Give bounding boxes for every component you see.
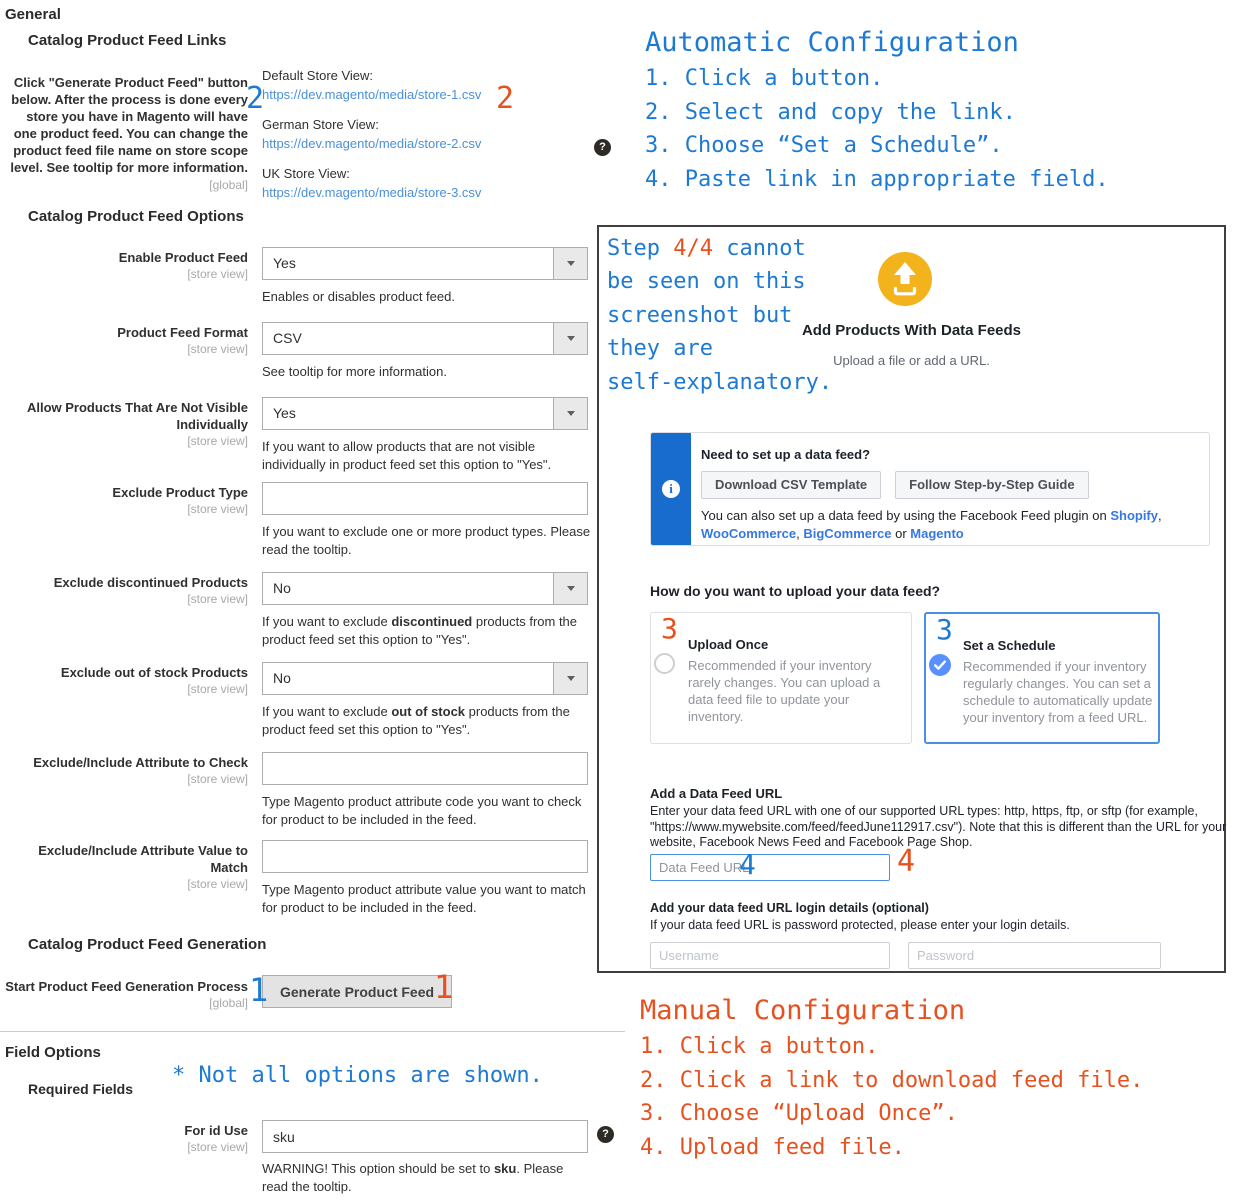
annotation-step: 4. Paste link in appropriate field. bbox=[645, 166, 1109, 192]
login-section-desc: If your data feed URL is password protected, please enter your login details. bbox=[650, 918, 1070, 932]
step-note-line: they are bbox=[607, 336, 713, 362]
upload-question: How do you want to upload your data feed? bbox=[650, 583, 941, 599]
generate-product-feed-button[interactable]: Generate Product Feed bbox=[262, 975, 452, 1008]
field-label: Product Feed Format [store view] bbox=[117, 325, 248, 356]
field-note: See tooltip for more information. bbox=[262, 364, 447, 379]
options-section-heading: Catalog Product Feed Options bbox=[28, 208, 244, 225]
links-field-label bbox=[0, 74, 248, 193]
step-note-line: Step 4/4 cannot bbox=[607, 236, 806, 261]
exclude-include-attribute-to-check-input[interactable] bbox=[262, 752, 588, 785]
annotation-step: 2. Click a link to download feed file. bbox=[640, 1067, 1144, 1093]
store-links bbox=[262, 66, 602, 213]
annotation-step: 4. Upload feed file. bbox=[640, 1134, 905, 1160]
step-note-line: self-explanatory. bbox=[607, 369, 833, 395]
shopify-link[interactable]: Shopify bbox=[1110, 508, 1158, 523]
general-heading: General bbox=[5, 6, 61, 23]
selected-check-icon bbox=[929, 654, 951, 676]
annotation-marker-4: 4 bbox=[897, 844, 916, 879]
generation-section-heading: Catalog Product Feed Generation bbox=[28, 936, 267, 953]
store-feed-link[interactable]: https://dev.magento/media/store-2.csv bbox=[262, 136, 482, 151]
field-label: Exclude/Include Attribute to Check [store view] bbox=[33, 755, 248, 786]
card-title: Set a Schedule bbox=[963, 638, 1056, 653]
automatic-configuration-steps bbox=[645, 62, 1109, 196]
links-scope: [global] bbox=[209, 178, 248, 192]
woocommerce-link[interactable]: WooCommerce bbox=[701, 525, 797, 541]
field-note: If you want to exclude one or more product types. Please read the tooltip. bbox=[262, 524, 591, 557]
generation-label-text: Start Product Feed Generation Process bbox=[5, 979, 248, 994]
dialog-title: Add Products With Data Feeds bbox=[801, 322, 1022, 339]
annotation-marker-2: 2 bbox=[246, 81, 265, 116]
options-note-annotation: * Not all options are shown. bbox=[172, 1063, 543, 1088]
download-csv-template-button[interactable]: Download CSV Template bbox=[701, 471, 881, 499]
manual-configuration-title: Manual Configuration bbox=[640, 995, 966, 1026]
links-section-heading: Catalog Product Feed Links bbox=[28, 32, 227, 49]
set-a-schedule-card[interactable] bbox=[924, 612, 1160, 744]
generation-field-label bbox=[5, 978, 248, 1011]
enable-product-feed-select[interactable] bbox=[262, 247, 588, 280]
step-note-annotation bbox=[607, 232, 832, 399]
store-view-name: German Store View: bbox=[262, 117, 379, 132]
annotation-marker-3: 3 bbox=[661, 612, 678, 645]
manual-configuration-steps bbox=[640, 1030, 1143, 1164]
store-view-name: UK Store View: bbox=[262, 166, 350, 181]
field-note: If you want to exclude discontinued products from the product feed set this option to "Yes". bbox=[262, 614, 578, 647]
plugin-text: You can also set up a data feed by using the Facebook Feed plugin on Shopify, WooCommerce, BigCommerce or Magento bbox=[701, 508, 1162, 541]
chevron-down-icon bbox=[553, 323, 587, 354]
store-link-group bbox=[262, 115, 602, 153]
chevron-down-icon bbox=[553, 663, 587, 694]
select-value: No bbox=[273, 670, 291, 686]
select-value: Yes bbox=[273, 255, 296, 271]
info-question: Need to set up a data feed? bbox=[701, 447, 871, 462]
for-id-label-text: For id Use bbox=[184, 1123, 248, 1138]
product-feed-format-select[interactable] bbox=[262, 322, 588, 355]
username-input[interactable] bbox=[650, 942, 890, 969]
step-note-line: be seen on this bbox=[607, 269, 806, 295]
help-icon[interactable]: ? bbox=[597, 1126, 614, 1143]
info-strip bbox=[651, 433, 691, 545]
card-desc: Recommended if your inventory regularly changes. You can set a schedule to automatically update your inventory from a feed URL. bbox=[963, 659, 1153, 725]
field-label: Exclude out of stock Products [store view] bbox=[60, 665, 248, 696]
annotation-marker-1: 1 bbox=[249, 971, 269, 1009]
url-section-heading: Add a Data Feed URL bbox=[650, 786, 783, 801]
chevron-down-icon bbox=[553, 573, 587, 604]
login-section-heading: Add your data feed URL login details (optional) bbox=[650, 901, 929, 915]
exclude-discontinued-products-select[interactable] bbox=[262, 572, 588, 605]
card-desc: Recommended if your inventory rarely changes. You can upload a data feed file to update your inventory. bbox=[688, 658, 881, 724]
allow-products-that-are-not-visible-individually-select[interactable] bbox=[262, 397, 588, 430]
for-id-warning-note: WARNING! This option should be set to sku. Please read the tooltip. bbox=[262, 1161, 564, 1194]
generation-scope: [global] bbox=[209, 996, 248, 1010]
info-box bbox=[650, 432, 1210, 546]
field-note: Type Magento product attribute value you want to match for product to be included in the feed. bbox=[262, 882, 586, 915]
store-link-group bbox=[262, 164, 602, 202]
field-note: Type Magento product attribute code you want to check for product to be included in the feed. bbox=[262, 794, 582, 827]
exclude-out-of-stock-products-select[interactable] bbox=[262, 662, 588, 695]
annotation-marker-2: 2 bbox=[496, 81, 515, 116]
annotation-step: 3. Choose “Upload Once”. bbox=[640, 1101, 958, 1126]
field-label: Exclude Product Type [store view] bbox=[112, 485, 248, 516]
dialog-subtitle: Upload a file or add a URL. bbox=[833, 353, 990, 368]
chevron-down-icon bbox=[553, 248, 587, 279]
field-options-heading: Field Options bbox=[5, 1044, 101, 1061]
radio-circle-icon[interactable] bbox=[654, 653, 675, 674]
url-section-desc: Enter your data feed URL with one of our supported URL types: http, https, ftp, or sftp (for example, "https://www.mywebsite.com/feed/feedJune112917.csv"). Note that this is different than the URL for your website, Facebook News Feed and Facebook Page Shop. bbox=[650, 804, 1227, 849]
annotation-step: 2. Select and copy the link. bbox=[645, 99, 1016, 125]
exclude-product-type-input[interactable] bbox=[262, 482, 588, 515]
upload-once-card[interactable] bbox=[650, 612, 912, 744]
field-label: Exclude/Include Attribute Value to Match [store view] bbox=[38, 843, 248, 891]
select-value: No bbox=[273, 580, 291, 596]
magento-link[interactable]: Magento bbox=[910, 525, 964, 541]
annotation-step: 1. Click a button. bbox=[645, 66, 884, 91]
for-id-scope: [store view] bbox=[187, 1140, 248, 1154]
follow-step-by-step-guide-button[interactable]: Follow Step-by-Step Guide bbox=[895, 471, 1088, 499]
for-id-input[interactable] bbox=[262, 1120, 588, 1153]
for-id-field-label bbox=[184, 1122, 248, 1155]
select-value: CSV bbox=[273, 330, 302, 346]
links-label-text: Click "Generate Product Feed" button below. After the process is done every store you have in Magento will have one product feed. You can change the product feed file name on store scope level. See tooltip for more information. bbox=[10, 75, 248, 175]
field-note: If you want to exclude out of stock products from the product feed set this option to "Yes". bbox=[262, 704, 570, 737]
annotation-marker-1: 1 bbox=[434, 968, 454, 1006]
annotation-marker-3: 3 bbox=[936, 613, 953, 646]
data-feed-url-input[interactable] bbox=[650, 854, 890, 881]
field-label: Exclude discontinued Products [store view] bbox=[53, 575, 248, 606]
automatic-configuration-title: Automatic Configuration bbox=[645, 27, 1019, 58]
required-fields-heading: Required Fields bbox=[28, 1081, 134, 1097]
info-icon: i bbox=[662, 480, 680, 498]
annotation-marker-4: 4 bbox=[739, 848, 756, 881]
store-link-group bbox=[262, 66, 602, 104]
help-icon[interactable]: ? bbox=[594, 139, 611, 156]
card-title: Upload Once bbox=[688, 637, 769, 652]
exclude-include-attribute-value-to-match-input[interactable] bbox=[262, 840, 588, 873]
field-label: Allow Products That Are Not Visible Individually [store view] bbox=[26, 400, 248, 448]
store-feed-link[interactable]: https://dev.magento/media/store-1.csv bbox=[262, 87, 482, 102]
section-divider bbox=[0, 1031, 625, 1032]
store-view-name: Default Store View: bbox=[262, 68, 374, 83]
field-note: Enables or disables product feed. bbox=[262, 289, 455, 304]
chevron-down-icon bbox=[553, 398, 587, 429]
annotation-step: 1. Click a button. bbox=[640, 1034, 879, 1059]
upload-icon bbox=[878, 252, 932, 306]
step-note-line: screenshot but bbox=[607, 302, 793, 328]
field-note: If you want to allow products that are not visible individually in product feed set this option to "Yes". bbox=[262, 439, 552, 472]
password-input[interactable] bbox=[908, 942, 1161, 969]
store-feed-link[interactable]: https://dev.magento/media/store-3.csv bbox=[262, 185, 482, 200]
select-value: Yes bbox=[273, 405, 296, 421]
annotation-step: 3. Choose “Set a Schedule”. bbox=[645, 133, 1003, 158]
bigcommerce-link[interactable]: BigCommerce bbox=[803, 525, 892, 541]
field-label: Enable Product Feed [store view] bbox=[118, 250, 248, 281]
